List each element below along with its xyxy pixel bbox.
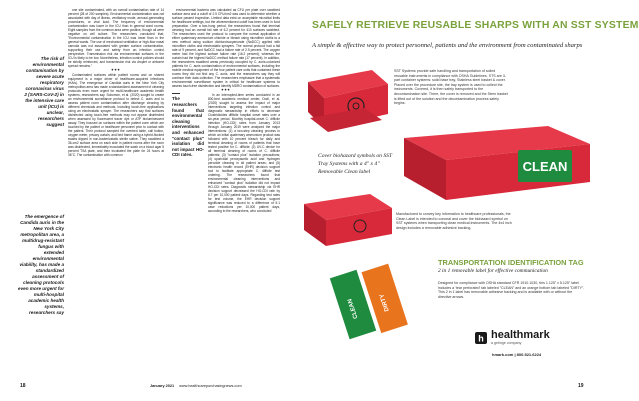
ad-contact[interactable]: hmark.com | 800.521.6224: [492, 352, 542, 357]
article-column-1: [68, 8, 164, 374]
brand-name: healthmark: [491, 329, 550, 341]
section-divider: •••: [221, 88, 231, 95]
red-tray-clean-illustration: [398, 120, 594, 206]
pull-quote-text: The researchers found that environmental cleaning interventions and enhanced "contact plus" isolation did not impact HO-CDI rates.: [172, 96, 204, 158]
footer-issue: [150, 384, 242, 388]
paragraph: Contaminated surfaces within patient rooms and on shared equipment is a major driver of healthcare-acquired infections (HAIs). The emergence of Candida auris in the New York City metropolitan area has made a standardized assessment of cleaning protocols even more urgent for multi-healthcare academic health systems, researchers say. Sokomon, et al. (2020) sought to create an environmental surveillance protocol to detect C. auris and to assess patient room contamination after discharge cleaning by different chemicals and methods, including touch-free applications using an electrostatic sprayer. The researchers say that surfaces disinfected using touch-free methods may not appear disinfected when assessed by fluorescent tracer dye or ATP bioluminescent assay. They focused on surfaces within the patient zone which are touched by the patient or healthcare personnel prior to contact with the patient. Their protocol sampled the overbed table, call button, oxygen meter, privacy curtain, and bed frame using a hybrid-flocked swabs dipped in non-bacteriostatic sterile saline. They swabbed a 36-cm2 surface area on each side in patient rooms after the room was disinfected, immediately inoculated the swab on a blood agar 5 percent TSA plate, and then incubated the plate for 24 hours at 36°C. The contamination with common: [68, 73, 164, 158]
pull-quote: [172, 93, 204, 213]
ad-subtitle: A simple & effective way to protect personnel, patients and the environment from contaminated sharps: [312, 42, 583, 49]
article-column-2: [172, 8, 280, 374]
red-tray-bottom-illustration: [300, 190, 396, 252]
ad-caption: Cover biohazard symbols on SST Tray Systems with a 4" x 4" Removable Clean label: [318, 153, 392, 175]
transport-tag-illustration: [318, 256, 428, 340]
brand-tagline: a getinge company: [491, 341, 522, 345]
brand-mark-icon: [474, 331, 488, 345]
section-divider: •••: [111, 68, 121, 75]
ad-body-1: SST Systems provide safe handling and transportation of soiled reusable instruments in compliance with OSHA Guidelines. STS are 3-part container systems: solid base tray, Stainless steel basket & cover. Placed over the procedure site, the tray system is used to collect the instruments. Covered, it is then safely transported to the decontamination site. There, the cover is removed and the Stern basket is lifted out of the solution and the decontamination process safely begins.: [394, 69, 508, 106]
sidebar-quote-2: The emergence of Candida auris in the New York City metropolitan area, a multidrug-resistant fungus with extended environmental viability, has made a standardized assessment of cleaning protocols even more urgent for multi-hospital academic health systems, researchers say: [18, 214, 64, 315]
page-number-right: 19: [578, 383, 584, 389]
tag-clean-text: CLEAN: [347, 297, 360, 320]
website-link[interactable]: www.healthcarepurchasingnews.com: [179, 384, 242, 388]
red-tray-illustration: [304, 62, 390, 142]
clean-label-text: CLEAN: [522, 159, 568, 174]
page-number-left: 18: [20, 383, 26, 389]
pull-quote-rule: [172, 93, 180, 94]
paragraph: In an interrupted-time series conducted in an 800-bed academic medical center, Dodi, et al. (2020) sought to assess the impact of major interventions targeting infection control and diagnostic stewardship in efforts to decrease Clostridioides difficile hospital onset rates over a six-year period. Monthly hospital-onset C. difficile infection (HO-CDI) rates from January 2013 through January 2019 were analyzed the major interventions: (1) a two-step cleaning process in which an initial quaternary ammonium product was followed with 10 percent bleach for daily and terminal cleaning of rooms of patients that have tested positive for C. difficile; (2) UV-C device for all terminal cleaning of rooms of C. difficile patients; (3) "contact plus" isolation precautions; (4) sporicidal peroxyacetic acid and hydrogen peroxide cleaning in all patient areas; and (5) electronic health record (EHR) decision support tool to facilitate appropriate C. difficile test ordering. The researchers found that environmental cleaning interventions and enhanced "contact plus" isolation did not impact HO-CDI rates. Diagnostic stewardship via EHR decision support decreased the HO-CDI rate by 6.7 per 10,000 patient days. Regarding test rates for test volume, the EHR decision support significance was reduced to a difference of 5.1 case reductions per 10,000 patient days, according to the researchers, who concluded: [208, 93, 280, 214]
tag-heading: TRANSPORTATION IDENTIFICATION TAG: [438, 258, 584, 267]
tag-dirty-text: DIRTY: [379, 293, 391, 313]
issue-date: January 2021: [150, 384, 175, 388]
svg-text:h: h: [478, 333, 484, 343]
brand-logo: [474, 330, 550, 345]
tag-body: Designed for compliance with OSHA standard CFR 1910.1030, this 1.125" x 5.125" label includes a 'tear perforated' tab labeled "CLEAN" and an orange bottom tab labeled "DIRTY". This 2 in 1 label has removable adhesive backing and is available with or without the directive arrows.: [438, 281, 585, 299]
paragraph: one site contaminated, with an overall contamination rate of 14 percent (28 of 200 samples). Environmental contamination was not associated with day of illness, ventilatory mode, aerosol-generating procedures, or viral load. The frequency of environmental contamination was lower in the ICU than in general ward rooms. Eight samples from the common area were positive, though all were negative on cell culture. The researchers concluded that, "Environmental contamination in the ICU was lower than in the general wards. The use of mechanical ventilation or high-flow nasal cannula was not associated with greater surface contamination, supporting their use and safety from an infection control perspective. Transmission risk via environmental surfaces in the ICU is likely to be low. Nonetheless, infection control policies should be strictly reinforced, and transmission risk via droplet or airborne spread remains.": [68, 8, 164, 68]
ad-body-2: Manufactured to convey key information to healthcare professionals, the Clean Label is intended to conceal and cover the biohazard symbol on SST systems when transporting clean medical instruments. The 4x4 inch design includes a removable adhesive backing.: [396, 212, 512, 230]
ad-title: SAFELY RETRIEVE REUSABLE SHARPS WITH AN SST SYSTEM: [312, 20, 639, 31]
sidebar-quote-1: The risk of environmental contamination by severe acute respiratory coronavirus virus 2 (SARS-CoV-2) in the intensive care unit (ICU) is unclear, researchers suggest: [24, 56, 64, 127]
paragraph: environmental bacteria was calculated as CFU per plate over swabbed surface area and a cutoff of 2.5 CFU/cm2 was used to determine whether a surface passed inspection. Limited data exist on acceptable microbial limits for healthcare settings, but the aforementioned cutoff has been used in food preparation. Over a two-hung period, the researchers found that terminal cleaning had an overall fail rate of 6.2 percent for 410 surfaces swabbed. The researchers used the protocol to compare the normal application of either quaternary ammonium chloride or bleach using microfiber cloths to a new method using sodium dichloroisocyanurate (NaDCC) applied with microfiber cloths and electrostatic sprayers. The normal protocol had a fail rate of 9 percent, and NaDCC had a failure rate of 2.5 percent. The oxygen meter had the highest surface failure rate (16.2 percent), whereas the curtain had the highest NaDCC method failure rate (17 percent). In addition, the researchers swabbed areas previously occupied by C. auris-colonized patients for C. auris contamination of environmental surfaces, including the mobile medical equipment of the four patient care units that contained these rooms they did not find any C. auris, and the researchers say they will continue their data collection. The researchers emphasize that a systematic environmental surveillance system is critical for healthcare systems to assess touch-free disinfection and identify MDRO contamination of surfaces.: [172, 8, 280, 88]
tag-subheading: 2 in 1 removable label for effective communication: [438, 268, 548, 274]
